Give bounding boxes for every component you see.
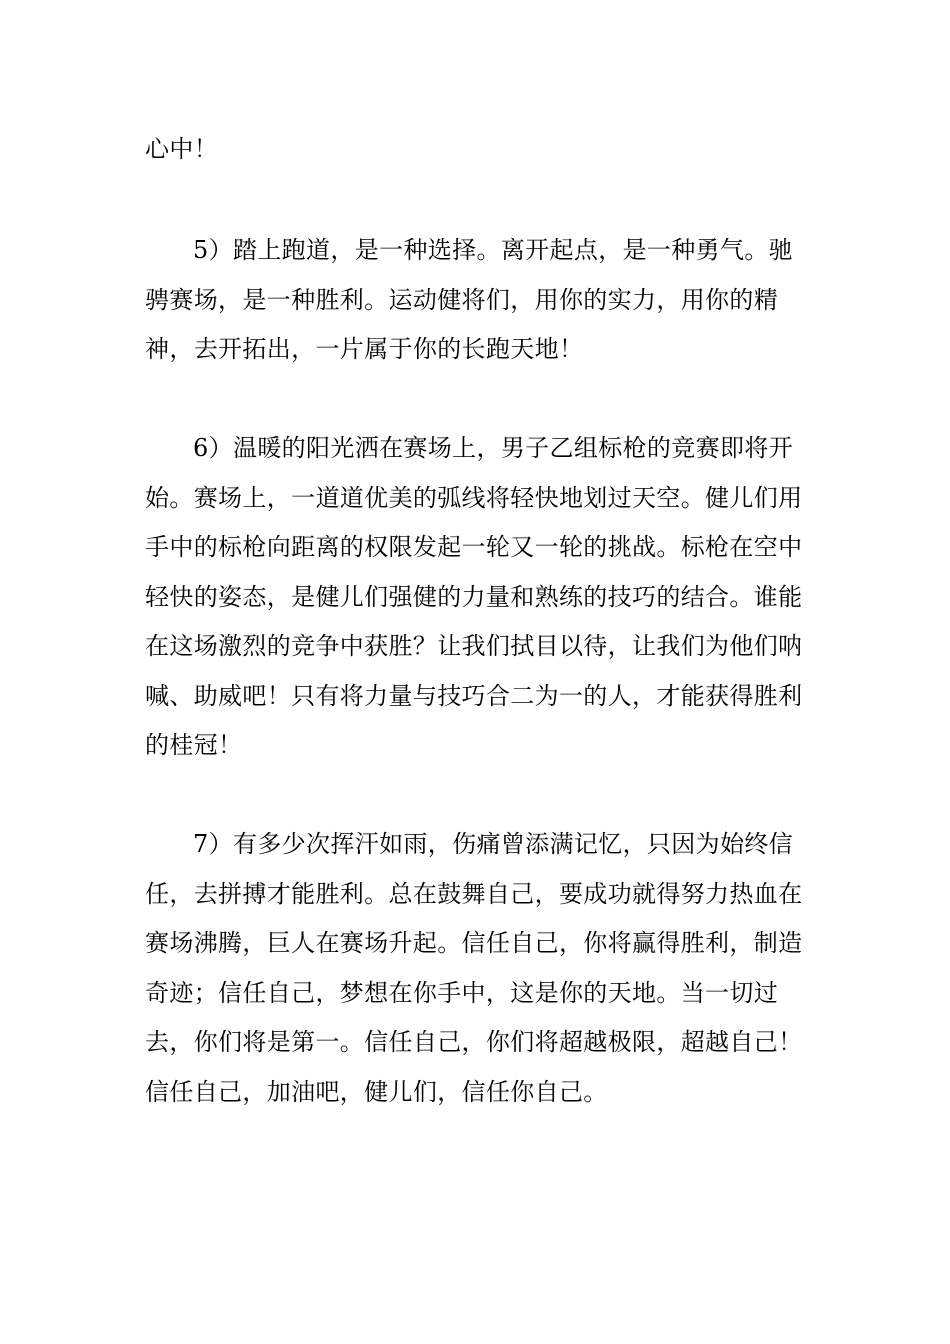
paragraph-6: 6）温暖的阳光洒在赛场上，男子乙组标枪的竞赛即将开始。赛场上，一道道优美的弧线将轻快地划过天空。健儿们用手中的标枪向距离的权限发起一轮又一轮的挑战。标枪在空中轻快的姿态，是健儿们强健的力量和熟练的技巧的结合。谁能在这场激烈的竞争中获胜？让我们拭目以待，让我们为他们呐喊、助威吧！只有将力量与技巧合二为一的人，才能获得胜利的桂冠！ xyxy=(145,434,803,759)
paragraph-5: 5）踏上跑道，是一种选择。离开起点，是一种勇气。驰骋赛场，是一种胜利。运动健将们，用你的实力，用你的精神，去开拓出，一片属于你的长跑天地！ xyxy=(145,236,794,363)
paragraph-continuation: 心中！ xyxy=(145,135,219,163)
paragraph-7: 7）有多少次挥汗如雨，伤痛曾添满记忆，只因为始终信任，去拼搏才能胜利。总在鼓舞自己，要成功就得努力热血在赛场沸腾，巨人在赛场升起。信任自己，你将赢得胜利，制造奇迹；信任自己，梦想在你手中，这是你的天地。当一切过去，你们将是第一。信任自己，你们将超越极限，超越自己！信任自己，加油吧，健儿们，信任你自己。 xyxy=(145,830,803,1106)
